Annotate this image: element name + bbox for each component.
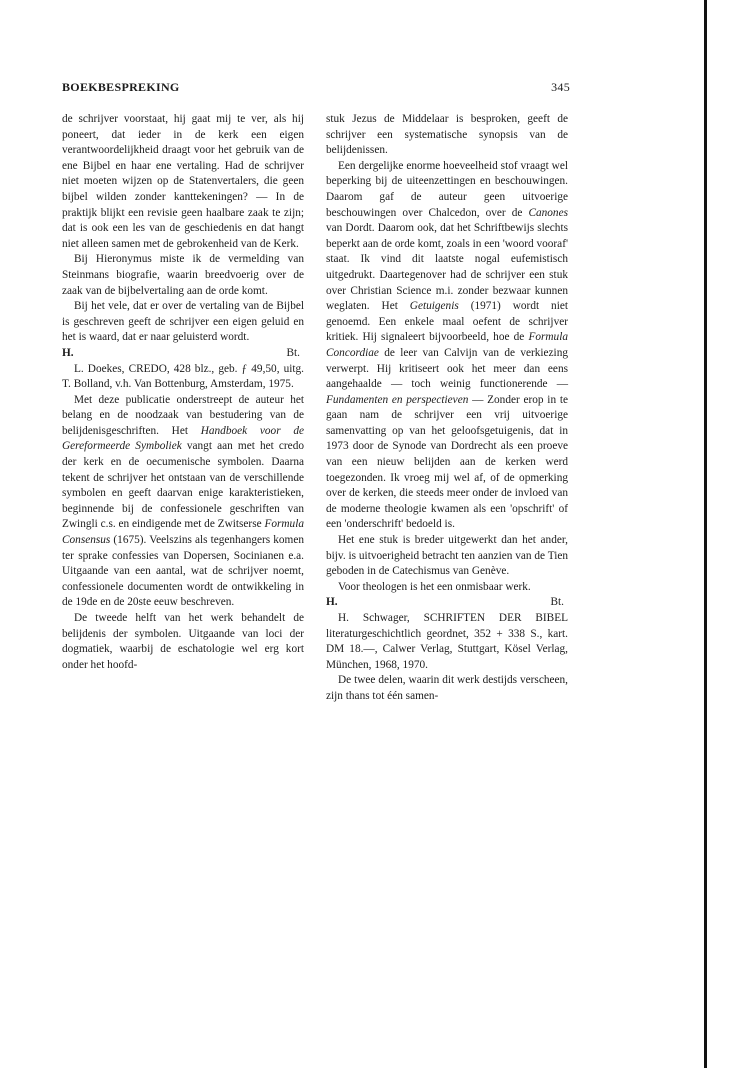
signature-author: Bt. [550, 596, 564, 609]
text-run: Een dergelijke enorme hoeveelheid stof vraagt wel beperking bij de uiteenzettingen en beschouwingen. Daarom gaf de auteur geen uitvoerige beschouwingen over Chalcedon, over de [326, 159, 568, 219]
book-title: Fundamenten en perspectieven [326, 393, 469, 406]
text-run: — Zonder erop in te gaan nam de schrijver een vrij uitvoerige samenvatting op van het geloofsgetuigenis, dat in 1973 door de Synode van Dordrecht als een proeve van een nieuw belijden aan de kerken werd toegezonden. Ik vroeg mij wel af, of de opmerking over de kerken, die steeds meer onder de invloed van de moderne theologie kwamen als een 'opschrift' of een 'onderschrift' bedoeld is. [326, 393, 568, 531]
book-title: Formula Concordiae [326, 331, 568, 359]
review-signature [326, 595, 564, 611]
paragraph: stuk Jezus de Middelaar is besproken, geeft de schrijver een systematische synopsis van de belijdenissen. [326, 113, 568, 157]
paragraph: Bij Hieronymus miste ik de vermelding van Steinmans biografie, waarin breedvoerig over de zaak van de bijbelvertaling aan de orde komt. [62, 253, 304, 297]
right-column [326, 112, 568, 705]
signature-initial: H. [62, 346, 74, 359]
book-title: Handboek voor de Gereformeerde Symboliek [62, 424, 304, 453]
text-run: Met deze publicatie onderstreept de auteur het belang en de noodzaak van bestudering van de belijdenisgeschriften. Het [62, 393, 304, 437]
signature-author: Bt. [286, 346, 300, 359]
text-run: (1675). Veelszins als tegenhangers komen ter sprake confessies van Dopersen, Socinianen e.a. Uitgaande van een aantal, wat de schrijver noemt, confessionele documenten wordt de ontwikkeling in de 19de en de 20ste eeuw beschreven. [62, 534, 304, 609]
page-number: 345 [551, 80, 570, 94]
running-title: BOEKBESPREKING [62, 80, 180, 94]
bibliographic-entry: L. Doekes, CREDO, 428 blz., geb. ƒ 49,50, uitg. T. Bolland, v.h. Van Bottenburg, Amsterdam, 1975. [62, 362, 304, 391]
text-run: de leer van Calvijn van de verkiezing verwerpt. Hij kritiseert ook het meer dan eens aangehaalde — toch weinig functionerende — [326, 346, 568, 391]
paragraph: De twee delen, waarin dit werk destijds verscheen, zijn thans tot één samen- [326, 674, 568, 702]
paragraph: Het ene stuk is breder uitgewerkt dan het ander, bijv. is uitvoerigheid betracht ten aanzien van de Tien geboden in de Catechismus van Genève. [326, 534, 568, 578]
paragraph [326, 159, 568, 533]
paragraph [62, 393, 304, 611]
paragraph: Bij het vele, dat er over de vertaling van de Bijbel is geschreven geeft de schrijver een eigen geluid en het is waard, dat er naar geluisterd wordt. [62, 300, 304, 344]
paragraph: Voor theologen is het een onmisbaar werk. [338, 580, 531, 593]
signature-initial: H. [326, 596, 338, 609]
book-title: Canones [528, 206, 568, 219]
paragraph: De tweede helft van het werk behandelt de belijdenis der symbolen. Uitgaande van loci der dogmatiek, waarbij de eschatologie wel erg kort onder het hoofd- [62, 612, 304, 671]
running-head [62, 80, 570, 95]
book-title: Formula Consensus [62, 518, 304, 547]
text-run: (1971) wordt niet genoemd. Een enkele maal oefent de schrijver kritiek. Hij signaleert bijvoorbeeld, hoe de [326, 300, 568, 344]
text-run: van Dordt. Daarom ook, dat het Schriftbewijs slechts beperkt aan de orde komt, zoals in een 'woord vooraf' staat. Ik vind dit laatste nogal eufemistisch uitgedrukt. Daartegenover had de schrijver een stuk over Christian Science m.i. zonder bezwaar kunnen weglaten. Het [326, 222, 568, 313]
text-run: vangt aan met het credo der kerk en de oecumenische symbolen. Daarna tekent de schrijver het ontstaan van de verschillende symbolen en geeft daarvan enige karakteristieken, beginnende bij de confessionele geschriften van Zwingli c.s. en eindigende met de Zwitserse [62, 440, 304, 531]
bibliographic-entry: H. Schwager, SCHRIFTEN DER BIBEL literaturgeschichtlich geordnet, 352 + 338 S., kart. DM 18.—, Calwer Verlag, Stuttgart, Kösel Verlag, München, 1968, 1970. [326, 612, 568, 671]
left-column [62, 112, 304, 673]
scan-edge-bar [704, 0, 707, 1068]
book-title: Getuigenis [409, 300, 459, 313]
review-signature [62, 346, 300, 362]
paragraph: de schrijver voorstaat, hij gaat mij te ver, als hij poneert, dat ieder in de kerk een eigen verantwoordelijkheid draagt voor het gebruik van de ene Bijbel en haar ene vertaling. Had de schrijver niet moeten wijzen op de Statenvertalers, die geen bijbel wilden zonder kanttekeningen? — In de praktijk blijkt een revisie geen haalbare zaak te zijn; dat is ook een les van de geschiedenis en dat hangt niet alleen samen met de gebrokenheid van de Kerk. [62, 113, 304, 250]
